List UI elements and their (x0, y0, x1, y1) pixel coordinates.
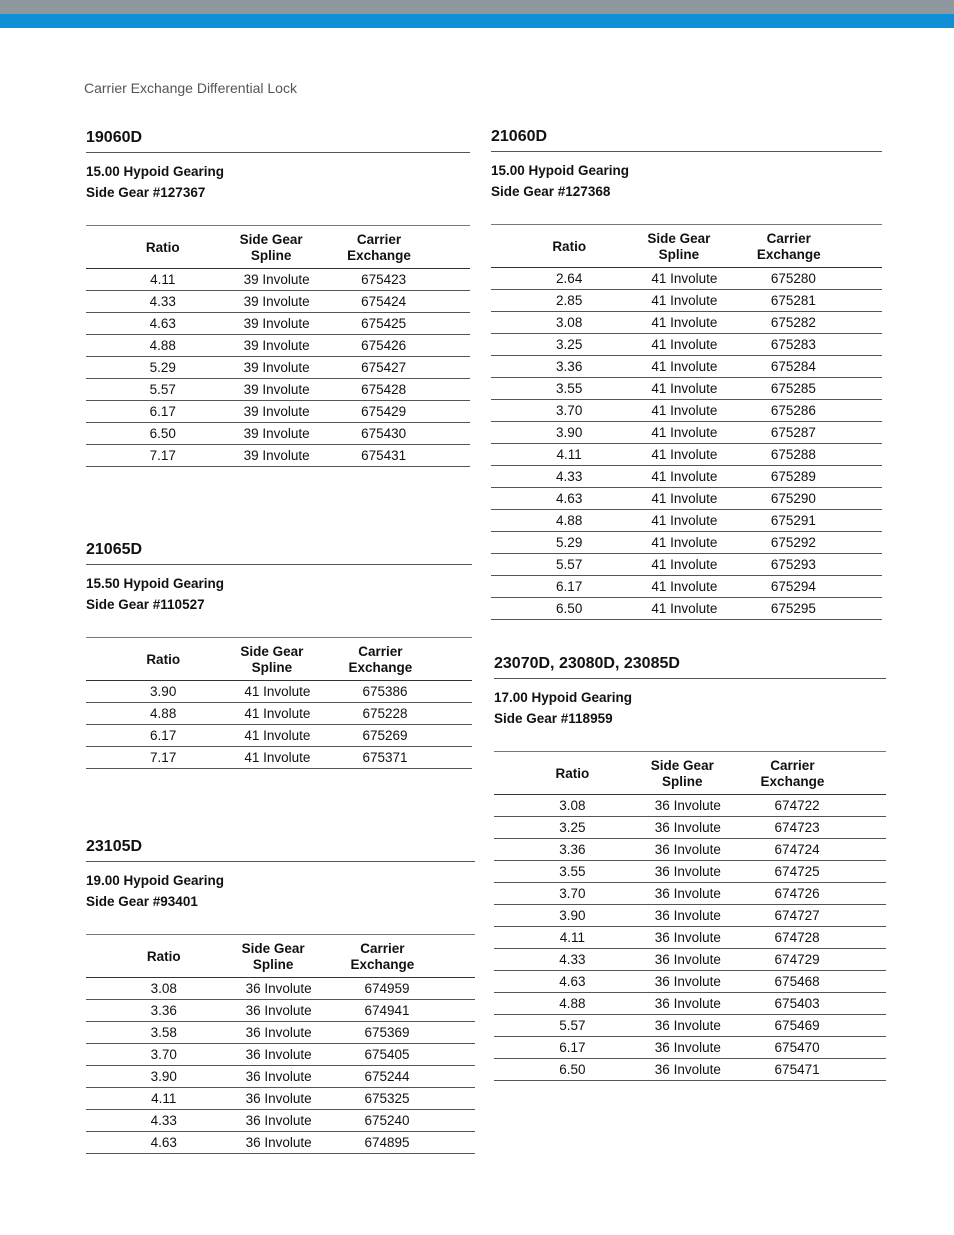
carrier-cell: 675424 (347, 291, 470, 313)
header-side-gear-spline: Side Gear Spline (650, 758, 714, 789)
gearing-label: 19.00 Hypoid Gearing (86, 873, 225, 888)
carrier-cell: 675288 (757, 444, 882, 466)
table-row (86, 1000, 475, 1022)
header-ratio: Ratio (555, 766, 590, 781)
ratio-cell: 3.36 (86, 1000, 242, 1022)
table-row (494, 883, 886, 905)
carrier-cell: 675427 (347, 357, 470, 379)
table-row (494, 1015, 886, 1037)
section-23070d (494, 654, 886, 1081)
spline-cell: 41 Involute (240, 747, 348, 769)
spline-cell: 41 Involute (240, 703, 348, 725)
table-row (86, 703, 472, 725)
spline-cell: 41 Involute (647, 268, 756, 290)
spline-cell: 36 Involute (242, 1044, 351, 1066)
ratio-cell: 4.88 (494, 993, 651, 1015)
spline-cell: 36 Involute (651, 1059, 761, 1081)
header-side-gear-spline: Side Gear Spline (241, 941, 305, 972)
ratio-cell: 4.11 (491, 444, 647, 466)
table-row (491, 466, 882, 488)
spline-cell: 39 Involute (240, 401, 348, 423)
table-row (494, 861, 886, 883)
header-carrier-exchange: Carrier Exchange (350, 941, 415, 972)
carrier-cell: 675369 (351, 1022, 476, 1044)
table-row (491, 290, 882, 312)
table-row (491, 488, 882, 510)
spline-cell: 36 Involute (651, 795, 761, 817)
header-carrier-exchange: Carrier Exchange (347, 232, 411, 263)
carrier-cell: 675289 (757, 466, 882, 488)
ratio-table (86, 637, 472, 769)
spline-cell: 41 Involute (647, 532, 756, 554)
table-row (86, 1066, 475, 1088)
ratio-cell: 5.57 (86, 379, 240, 401)
spline-cell: 39 Involute (240, 445, 348, 467)
ratio-cell: 4.33 (86, 1110, 242, 1132)
table-row (494, 817, 886, 839)
carrier-cell: 675429 (347, 401, 470, 423)
spline-cell: 36 Involute (242, 1088, 351, 1110)
table-row (86, 725, 472, 747)
table-row (494, 1059, 886, 1081)
table-row (86, 269, 470, 291)
spline-cell: 39 Involute (240, 423, 348, 445)
ratio-cell: 4.88 (86, 335, 240, 357)
carrier-cell: 674959 (351, 978, 476, 1000)
ratio-cell: 3.90 (86, 681, 240, 703)
carrier-cell: 674941 (351, 1000, 476, 1022)
spline-cell: 41 Involute (647, 290, 756, 312)
spline-cell: 41 Involute (647, 598, 756, 620)
carrier-cell: 675283 (757, 334, 882, 356)
table-row (491, 356, 882, 378)
carrier-cell: 675285 (757, 378, 882, 400)
spline-cell: 36 Involute (651, 949, 761, 971)
spline-cell: 36 Involute (242, 1066, 351, 1088)
ratio-cell: 4.63 (86, 313, 240, 335)
spline-cell: 41 Involute (647, 334, 756, 356)
carrier-cell: 675428 (347, 379, 470, 401)
table-row (86, 1132, 475, 1154)
carrier-cell: 675269 (348, 725, 472, 747)
carrier-cell: 674722 (761, 795, 886, 817)
carrier-cell: 675325 (351, 1088, 476, 1110)
carrier-cell: 675468 (761, 971, 886, 993)
carrier-cell: 675282 (757, 312, 882, 334)
carrier-cell: 675291 (757, 510, 882, 532)
carrier-cell: 674729 (761, 949, 886, 971)
ratio-cell: 2.85 (491, 290, 647, 312)
spline-cell: 41 Involute (647, 312, 756, 334)
spline-cell: 36 Involute (651, 883, 761, 905)
ratio-table (86, 934, 475, 1154)
table-row (86, 1088, 475, 1110)
ratio-cell: 6.17 (494, 1037, 651, 1059)
section-21065d (86, 540, 472, 769)
spline-cell: 39 Involute (240, 379, 348, 401)
carrier-cell: 675386 (348, 681, 472, 703)
spline-cell: 36 Involute (242, 1022, 351, 1044)
table-row (491, 312, 882, 334)
carrier-cell: 675430 (347, 423, 470, 445)
ratio-cell: 3.55 (491, 378, 647, 400)
spline-cell: 41 Involute (647, 466, 756, 488)
carrier-cell: 675426 (347, 335, 470, 357)
carrier-cell: 674725 (761, 861, 886, 883)
table-row (86, 401, 470, 423)
carrier-cell: 675292 (757, 532, 882, 554)
ratio-cell: 4.11 (494, 927, 651, 949)
header-side-gear-spline: Side Gear Spline (240, 644, 304, 675)
carrier-cell: 674728 (761, 927, 886, 949)
spline-cell: 41 Involute (647, 488, 756, 510)
spline-cell: 39 Involute (240, 335, 348, 357)
carrier-cell: 675403 (761, 993, 886, 1015)
table-row (494, 927, 886, 949)
ratio-table (491, 224, 882, 620)
header-ratio: Ratio (552, 239, 587, 254)
table-row (494, 905, 886, 927)
ratio-cell: 4.33 (494, 949, 651, 971)
table-row (86, 423, 470, 445)
ratio-cell: 7.17 (86, 445, 240, 467)
spline-cell: 36 Involute (651, 839, 761, 861)
side-gear-label: Side Gear #127368 (491, 184, 611, 199)
table-row (491, 444, 882, 466)
page-title: Carrier Exchange Differential Lock (84, 80, 297, 96)
spline-cell: 41 Involute (647, 510, 756, 532)
ratio-cell: 4.63 (86, 1132, 242, 1154)
carrier-cell: 675290 (757, 488, 882, 510)
table-row (86, 747, 472, 769)
header-carrier-exchange: Carrier Exchange (756, 231, 821, 262)
spline-cell: 36 Involute (651, 927, 761, 949)
table-row (491, 400, 882, 422)
spline-cell: 39 Involute (240, 313, 348, 335)
carrier-cell: 675471 (761, 1059, 886, 1081)
carrier-cell: 675294 (757, 576, 882, 598)
ratio-cell: 3.08 (494, 795, 651, 817)
table-row (491, 510, 882, 532)
carrier-cell: 675293 (757, 554, 882, 576)
spline-cell: 41 Involute (647, 554, 756, 576)
table-row (86, 1044, 475, 1066)
ratio-cell: 3.90 (491, 422, 647, 444)
section-19060d (86, 128, 470, 467)
spline-cell: 39 Involute (240, 291, 348, 313)
table-row (494, 1037, 886, 1059)
ratio-cell: 3.70 (494, 883, 651, 905)
table-row (494, 795, 886, 817)
spline-cell: 36 Involute (651, 1037, 761, 1059)
table-row (86, 681, 472, 703)
ratio-cell: 3.58 (86, 1022, 242, 1044)
header-ratio: Ratio (146, 652, 181, 667)
ratio-cell: 3.25 (491, 334, 647, 356)
section-title: 21060D (491, 127, 882, 152)
table-row (491, 378, 882, 400)
spline-cell: 41 Involute (647, 422, 756, 444)
spline-cell: 41 Involute (240, 681, 348, 703)
spline-cell: 41 Involute (647, 378, 756, 400)
table-row (491, 334, 882, 356)
table-row (491, 422, 882, 444)
carrier-cell: 674895 (351, 1132, 476, 1154)
ratio-cell: 6.17 (86, 725, 240, 747)
table-row (491, 576, 882, 598)
ratio-cell: 2.64 (491, 268, 647, 290)
ratio-cell: 3.36 (494, 839, 651, 861)
spline-cell: 36 Involute (242, 1000, 351, 1022)
table-row (491, 532, 882, 554)
table-row (494, 993, 886, 1015)
ratio-cell: 3.90 (86, 1066, 242, 1088)
ratio-cell: 4.11 (86, 1088, 242, 1110)
carrier-cell: 675425 (347, 313, 470, 335)
top-blue-band (0, 14, 954, 28)
spline-cell: 39 Involute (240, 357, 348, 379)
ratio-cell: 3.55 (494, 861, 651, 883)
carrier-cell: 675371 (348, 747, 472, 769)
ratio-cell: 4.63 (494, 971, 651, 993)
ratio-cell: 4.33 (86, 291, 240, 313)
ratio-cell: 6.17 (491, 576, 647, 598)
table-row (491, 554, 882, 576)
gearing-label: 15.00 Hypoid Gearing (491, 163, 630, 178)
ratio-cell: 4.88 (491, 510, 647, 532)
section-title: 21065D (86, 540, 472, 565)
table-row (86, 291, 470, 313)
spline-cell: 41 Involute (240, 725, 348, 747)
side-gear-label: Side Gear #110527 (86, 597, 205, 612)
header-side-gear-spline: Side Gear Spline (647, 231, 711, 262)
spline-cell: 39 Involute (240, 269, 348, 291)
table-row (86, 335, 470, 357)
table-row (491, 598, 882, 620)
spline-cell: 41 Involute (647, 356, 756, 378)
table-row (494, 971, 886, 993)
header-carrier-exchange: Carrier Exchange (348, 644, 413, 675)
ratio-cell: 6.50 (491, 598, 647, 620)
ratio-cell: 3.90 (494, 905, 651, 927)
ratio-cell: 5.29 (86, 357, 240, 379)
spline-cell: 36 Involute (242, 1110, 351, 1132)
ratio-cell: 5.57 (494, 1015, 651, 1037)
ratio-cell: 4.11 (86, 269, 240, 291)
spline-cell: 36 Involute (651, 1015, 761, 1037)
ratio-cell: 4.63 (491, 488, 647, 510)
carrier-cell: 675281 (757, 290, 882, 312)
header-carrier-exchange: Carrier Exchange (760, 758, 825, 789)
spline-cell: 36 Involute (651, 817, 761, 839)
carrier-cell: 675244 (351, 1066, 476, 1088)
table-row (494, 949, 886, 971)
carrier-cell: 675287 (757, 422, 882, 444)
gearing-label: 15.50 Hypoid Gearing (86, 576, 225, 591)
gearing-label: 15.00 Hypoid Gearing (86, 164, 225, 179)
spline-cell: 41 Involute (647, 444, 756, 466)
ratio-cell: 6.50 (494, 1059, 651, 1081)
table-row (491, 268, 882, 290)
carrier-cell: 674724 (761, 839, 886, 861)
spline-cell: 36 Involute (651, 971, 761, 993)
section-title: 19060D (86, 128, 470, 153)
spline-cell: 41 Involute (647, 400, 756, 422)
header-side-gear-spline: Side Gear Spline (239, 232, 303, 263)
header-ratio: Ratio (145, 240, 180, 255)
table-row (86, 445, 470, 467)
spline-cell: 36 Involute (651, 861, 761, 883)
top-gray-band (0, 0, 954, 14)
carrier-cell: 675469 (761, 1015, 886, 1037)
header-ratio: Ratio (146, 949, 181, 964)
spline-cell: 36 Involute (242, 978, 351, 1000)
carrier-cell: 675228 (348, 703, 472, 725)
ratio-cell: 3.70 (86, 1044, 242, 1066)
carrier-cell: 675423 (347, 269, 470, 291)
section-23105d (86, 837, 475, 1154)
ratio-cell: 3.08 (491, 312, 647, 334)
carrier-cell: 675431 (347, 445, 470, 467)
ratio-table (494, 751, 886, 1081)
table-row (86, 357, 470, 379)
spline-cell: 36 Involute (651, 993, 761, 1015)
side-gear-label: Side Gear #93401 (86, 894, 198, 909)
ratio-cell: 5.57 (491, 554, 647, 576)
section-title: 23105D (86, 837, 475, 862)
spline-cell: 36 Involute (651, 905, 761, 927)
carrier-cell: 675284 (757, 356, 882, 378)
carrier-cell: 674723 (761, 817, 886, 839)
carrier-cell: 675280 (757, 268, 882, 290)
ratio-cell: 3.36 (491, 356, 647, 378)
carrier-cell: 675405 (351, 1044, 476, 1066)
ratio-cell: 3.70 (491, 400, 647, 422)
table-row (494, 839, 886, 861)
carrier-cell: 675286 (757, 400, 882, 422)
carrier-cell: 674727 (761, 905, 886, 927)
ratio-cell: 4.33 (491, 466, 647, 488)
ratio-cell: 6.50 (86, 423, 240, 445)
ratio-cell: 3.25 (494, 817, 651, 839)
table-row (86, 1110, 475, 1132)
carrier-cell: 674726 (761, 883, 886, 905)
carrier-cell: 675295 (757, 598, 882, 620)
carrier-cell: 675470 (761, 1037, 886, 1059)
table-row (86, 1022, 475, 1044)
section-title: 23070D, 23080D, 23085D (494, 654, 886, 679)
ratio-table (86, 225, 470, 467)
side-gear-label: Side Gear #127367 (86, 185, 206, 200)
carrier-cell: 675240 (351, 1110, 476, 1132)
table-row (86, 313, 470, 335)
spline-cell: 36 Involute (242, 1132, 351, 1154)
table-row (86, 379, 470, 401)
ratio-cell: 7.17 (86, 747, 240, 769)
spline-cell: 41 Involute (647, 576, 756, 598)
side-gear-label: Side Gear #118959 (494, 711, 613, 726)
ratio-cell: 3.08 (86, 978, 242, 1000)
gearing-label: 17.00 Hypoid Gearing (494, 690, 633, 705)
ratio-cell: 6.17 (86, 401, 240, 423)
ratio-cell: 4.88 (86, 703, 240, 725)
ratio-cell: 5.29 (491, 532, 647, 554)
section-21060d (491, 127, 882, 620)
table-row (86, 978, 475, 1000)
